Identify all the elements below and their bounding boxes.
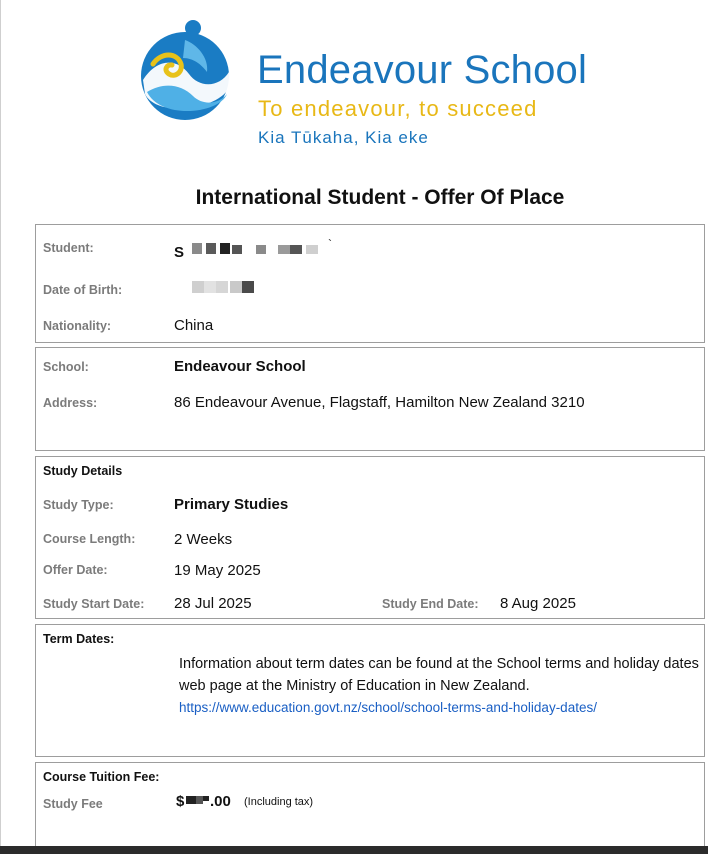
- student-section: [35, 224, 705, 343]
- term-dates-text: Information about term dates can be found at the School terms and holiday dates web page at the Ministry of Education in New Zealand.: [179, 656, 699, 694]
- maori-motto: Kia Tūkaha, Kia eke: [258, 128, 429, 147]
- term-dates-info: [179, 653, 699, 719]
- term-dates-heading: Term Dates:: [43, 632, 115, 646]
- student-name-initial: S: [174, 244, 185, 261]
- student-name-trailing: `: [328, 237, 332, 251]
- tuition-fee-heading: Course Tuition Fee:: [43, 770, 160, 784]
- nationality-label: Nationality:: [43, 319, 112, 333]
- study-end-label: Study End Date:: [382, 597, 479, 611]
- offer-date-value: 19 May 2025: [174, 562, 261, 579]
- nationality-value: China: [174, 317, 214, 334]
- school-section: [35, 347, 705, 451]
- address-value: 86 Endeavour Avenue, Flagstaff, Hamilton New Zealand 3210: [174, 394, 585, 411]
- tuition-fee-section: [35, 762, 705, 854]
- school-logo-icon: [137, 18, 233, 122]
- study-fee-prefix: $: [176, 793, 185, 810]
- address-label: Address:: [43, 396, 98, 410]
- school-name: Endeavour School: [257, 48, 588, 92]
- term-dates-link[interactable]: https://www.education.govt.nz/school/school-terms-and-holiday-dates/: [179, 700, 597, 715]
- dob-label: Date of Birth:: [43, 283, 123, 297]
- school-label: School:: [43, 360, 89, 374]
- study-details-section: [35, 456, 705, 619]
- study-fee-suffix: .00: [210, 793, 231, 810]
- study-start-value: 28 Jul 2025: [174, 595, 252, 612]
- study-type-label: Study Type:: [43, 498, 114, 512]
- offer-date-label: Offer Date:: [43, 563, 108, 577]
- document-title: International Student - Offer Of Place: [195, 186, 565, 209]
- study-details-heading: Study Details: [43, 464, 123, 478]
- study-type-value: Primary Studies: [174, 496, 289, 513]
- course-length-label: Course Length:: [43, 532, 136, 546]
- course-length-value: 2 Weeks: [174, 531, 233, 548]
- study-fee-tax-note: (Including tax): [244, 796, 314, 808]
- school-motto: To endeavour, to succeed: [258, 96, 538, 121]
- student-label: Student:: [43, 241, 94, 255]
- study-fee-label: Study Fee: [43, 797, 103, 811]
- school-value: Endeavour School: [174, 358, 306, 375]
- study-start-label: Study Start Date:: [43, 597, 145, 611]
- study-end-value: 8 Aug 2025: [500, 595, 576, 612]
- term-dates-section: [35, 624, 705, 757]
- window-bottom-bar: [0, 846, 708, 854]
